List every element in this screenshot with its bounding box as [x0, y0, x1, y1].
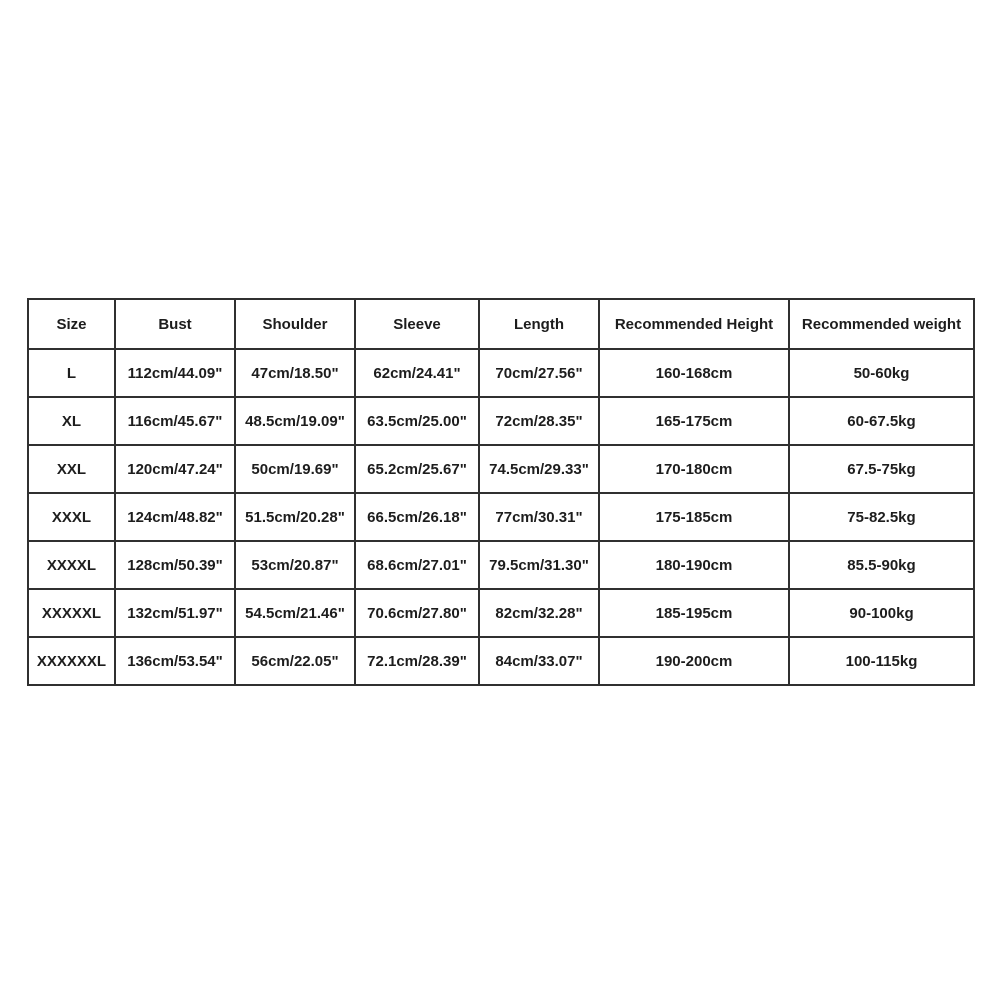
cell-sleeve: 68.6cm/27.01": [355, 541, 479, 589]
cell-length: 77cm/30.31": [479, 493, 599, 541]
table-row-xxxxxl: [28, 589, 974, 637]
cell-recommended-height: 185-195cm: [599, 589, 789, 637]
cell-size: XXXXL: [28, 541, 115, 589]
cell-bust: 124cm/48.82": [115, 493, 235, 541]
cell-size: XXXXXXL: [28, 637, 115, 685]
cell-recommended-weight: 100-115kg: [789, 637, 974, 685]
table-row-xxl: [28, 445, 974, 493]
header-row: [28, 299, 974, 349]
cell-sleeve: 63.5cm/25.00": [355, 397, 479, 445]
column-header-bust: Bust: [115, 299, 235, 349]
cell-recommended-height: 165-175cm: [599, 397, 789, 445]
cell-sleeve: 66.5cm/26.18": [355, 493, 479, 541]
cell-recommended-weight: 60-67.5kg: [789, 397, 974, 445]
size-chart-table: [27, 298, 975, 686]
cell-bust: 112cm/44.09": [115, 349, 235, 397]
cell-sleeve: 72.1cm/28.39": [355, 637, 479, 685]
cell-length: 70cm/27.56": [479, 349, 599, 397]
cell-size: L: [28, 349, 115, 397]
cell-recommended-height: 180-190cm: [599, 541, 789, 589]
cell-bust: 132cm/51.97": [115, 589, 235, 637]
cell-sleeve: 65.2cm/25.67": [355, 445, 479, 493]
cell-sleeve: 62cm/24.41": [355, 349, 479, 397]
cell-shoulder: 51.5cm/20.28": [235, 493, 355, 541]
column-header-shoulder: Shoulder: [235, 299, 355, 349]
cell-bust: 120cm/47.24": [115, 445, 235, 493]
table-row-xl: [28, 397, 974, 445]
column-header-length: Length: [479, 299, 599, 349]
cell-bust: 136cm/53.54": [115, 637, 235, 685]
cell-length: 72cm/28.35": [479, 397, 599, 445]
cell-shoulder: 50cm/19.69": [235, 445, 355, 493]
cell-size: XXL: [28, 445, 115, 493]
cell-recommended-weight: 90-100kg: [789, 589, 974, 637]
table-row-xxxl: [28, 493, 974, 541]
column-header-recommended-weight: Recommended weight: [789, 299, 974, 349]
cell-recommended-weight: 75-82.5kg: [789, 493, 974, 541]
cell-recommended-weight: 67.5-75kg: [789, 445, 974, 493]
cell-recommended-weight: 50-60kg: [789, 349, 974, 397]
cell-recommended-height: 160-168cm: [599, 349, 789, 397]
cell-shoulder: 56cm/22.05": [235, 637, 355, 685]
cell-shoulder: 54.5cm/21.46": [235, 589, 355, 637]
cell-recommended-height: 190-200cm: [599, 637, 789, 685]
cell-size: XL: [28, 397, 115, 445]
column-header-size: Size: [28, 299, 115, 349]
cell-recommended-height: 175-185cm: [599, 493, 789, 541]
table-row-xxxxl: [28, 541, 974, 589]
cell-bust: 128cm/50.39": [115, 541, 235, 589]
cell-shoulder: 48.5cm/19.09": [235, 397, 355, 445]
size-chart: [27, 298, 975, 686]
cell-recommended-height: 170-180cm: [599, 445, 789, 493]
cell-length: 79.5cm/31.30": [479, 541, 599, 589]
cell-length: 74.5cm/29.33": [479, 445, 599, 493]
table-row-l: [28, 349, 974, 397]
column-header-sleeve: Sleeve: [355, 299, 479, 349]
cell-length: 84cm/33.07": [479, 637, 599, 685]
table-row-xxxxxxl: [28, 637, 974, 685]
cell-shoulder: 47cm/18.50": [235, 349, 355, 397]
cell-bust: 116cm/45.67": [115, 397, 235, 445]
cell-recommended-weight: 85.5-90kg: [789, 541, 974, 589]
cell-size: XXXXXL: [28, 589, 115, 637]
cell-shoulder: 53cm/20.87": [235, 541, 355, 589]
cell-sleeve: 70.6cm/27.80": [355, 589, 479, 637]
column-header-recommended-height: Recommended Height: [599, 299, 789, 349]
cell-length: 82cm/32.28": [479, 589, 599, 637]
cell-size: XXXL: [28, 493, 115, 541]
